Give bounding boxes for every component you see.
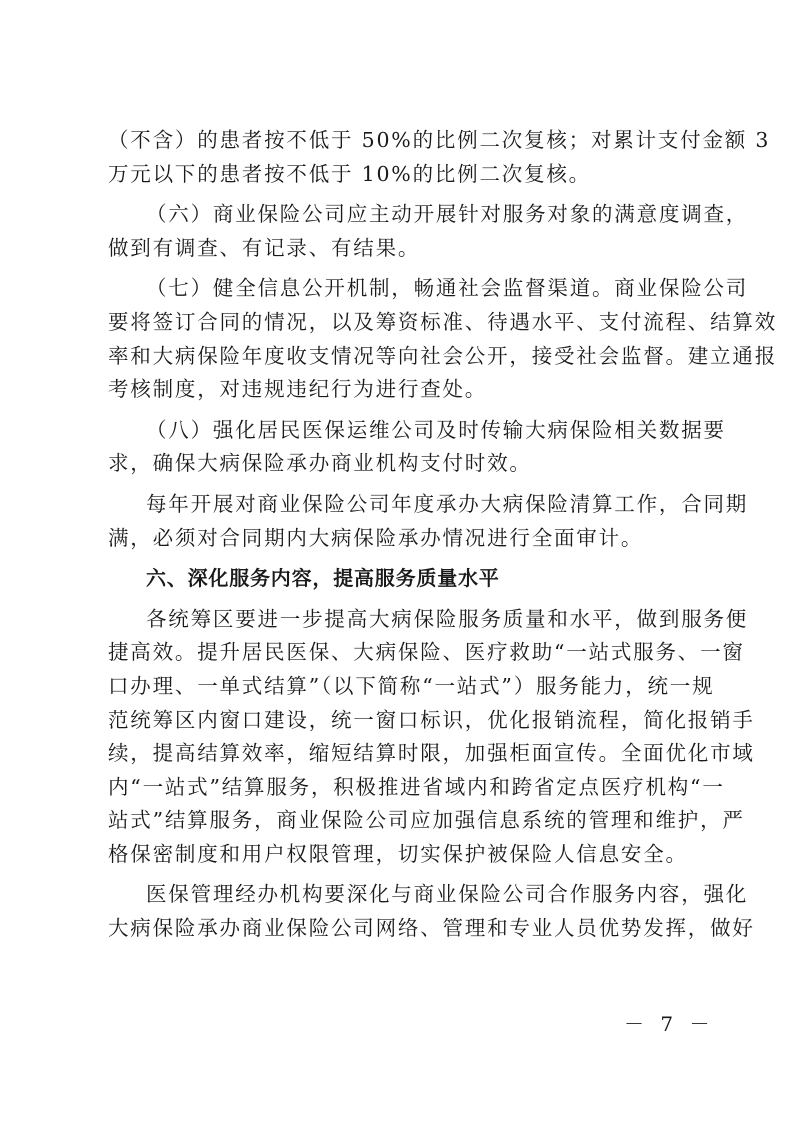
paragraph-gap bbox=[108, 265, 706, 272]
text-line: 站式”结算服务，商业保险公司应加强信息系统的管理和维护，严 bbox=[108, 808, 745, 833]
paragraph-gap bbox=[108, 596, 706, 603]
text-line: （不含）的患者按不低于 50%的比例二次复核；对累计支付金额 3 bbox=[108, 128, 771, 152]
text-line: 考核制度，对违规违纪行为进行查处。 bbox=[108, 377, 488, 402]
text-line: 求，确保大病保险承办商业机构支付时效。 bbox=[108, 451, 532, 476]
paragraph-gap bbox=[108, 407, 706, 414]
text-line: 口办理、一单式结算”（以下简称“一站式”）服务能力，统一规 bbox=[108, 673, 715, 698]
text-line: （六）商业保险公司应主动开展针对服务对象的满意度调查， bbox=[146, 202, 749, 227]
paragraph-gap bbox=[108, 191, 706, 198]
text-line: （八）强化居民医保运维公司及时传输大病保险相关数据要 bbox=[146, 417, 726, 442]
page-number: － 7 － bbox=[624, 1012, 715, 1036]
text-line: 率和大病保险年度收支情况等向社会公开，接受社会监督。建立通报 bbox=[108, 343, 777, 368]
paragraph bbox=[108, 603, 755, 872]
paragraph bbox=[108, 198, 749, 265]
paragraph bbox=[108, 414, 726, 481]
text-line: 内“一站式”结算服务，积极推进省域内和跨省定点医疗机构“一 bbox=[108, 774, 725, 799]
paragraph bbox=[108, 488, 749, 555]
paragraph-gap bbox=[108, 871, 706, 878]
text-line: 范统筹区内窗口建设，统一窗口标识，优化报销流程，简化报销手 bbox=[108, 707, 755, 732]
text-line: 大病保险承办商业保险公司网络、管理和专业人员优势发挥，做好 bbox=[108, 916, 755, 941]
text-line: 要将签订合同的情况，以及筹资标准、待遇水平、支付流程、结算效 bbox=[108, 309, 777, 334]
document-body bbox=[108, 124, 777, 953]
paragraph-gap bbox=[108, 946, 706, 953]
paragraph-gap bbox=[108, 555, 706, 562]
text-line: 满，必须对合同期内大病保险承办情况进行全面审计。 bbox=[108, 525, 644, 550]
text-line: 六、深化服务内容，提高服务质量水平 bbox=[146, 566, 500, 591]
section-heading bbox=[108, 562, 706, 596]
text-line: 各统筹区要进一步提高大病保险服务质量和水平，做到服务便 bbox=[146, 606, 749, 631]
text-line: 格保密制度和用户权限管理，切实保护被保险人信息安全。 bbox=[108, 841, 688, 866]
text-line: 医保管理经办机构要深化与商业保险公司合作服务内容，强化 bbox=[146, 882, 749, 907]
text-line: 每年开展对商业保险公司年度承办大病保险清算工作，合同期 bbox=[146, 491, 749, 516]
paragraph bbox=[108, 272, 777, 406]
paragraph bbox=[108, 124, 771, 191]
paragraph-gap bbox=[108, 481, 706, 488]
paragraph bbox=[108, 878, 755, 945]
text-line: 万元以下的患者按不低于 10%的比例二次复核。 bbox=[108, 161, 591, 186]
text-line: 做到有调查、有记录、有结果。 bbox=[108, 235, 421, 260]
text-line: 捷高效。提升居民医保、大病保险、医疗救助“一站式服务、一窗 bbox=[108, 640, 745, 665]
text-line: （七）健全信息公开机制，畅通社会监督渠道。商业保险公司 bbox=[146, 276, 749, 301]
text-line: 续，提高结算效率，缩短结算时限，加强柜面宣传。全面优化市域 bbox=[108, 741, 755, 766]
